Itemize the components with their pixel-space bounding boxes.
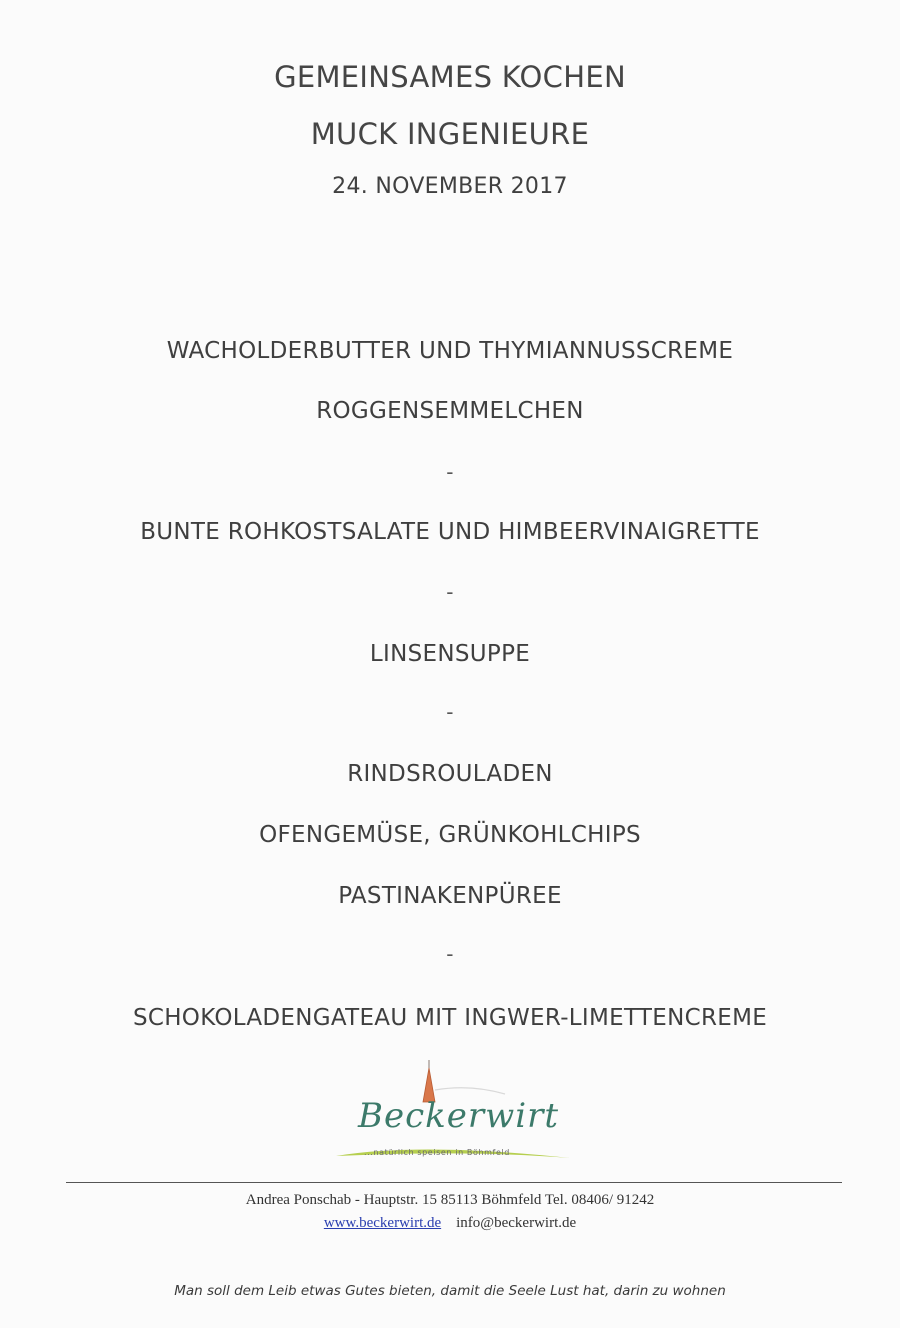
contact-address: Andrea Ponschab - Hauptstr. 15 85113 Böhmfeld Tel. 08406/ 91242 bbox=[245, 1192, 655, 1208]
website-link[interactable]: www.beckerwirt.de bbox=[323, 1215, 442, 1231]
course-dessert: SCHOKOLADENGATEAU MIT INGWER-LIMETTENCREME bbox=[132, 1005, 768, 1031]
course-separator: - bbox=[446, 580, 454, 604]
course-separator: - bbox=[446, 700, 454, 724]
footer-divider bbox=[66, 1182, 842, 1183]
course-soup: LINSENSUPPE bbox=[369, 641, 531, 667]
logo-tagline: ...natürlich speisen in Böhmfeld bbox=[364, 1148, 510, 1157]
event-title: GEMEINSAMES KOCHEN bbox=[274, 60, 626, 94]
email-address: info@beckerwirt.de bbox=[456, 1215, 577, 1231]
course-main-line1: RINDSROULADEN bbox=[347, 761, 553, 787]
contact-links bbox=[0, 1215, 900, 1232]
course-main-line2: OFENGEMÜSE, GRÜNKOHLCHIPS bbox=[259, 822, 641, 848]
footer-motto: Man soll dem Leib etwas Gutes bieten, damit die Seele Lust hat, darin zu wohnen bbox=[174, 1283, 726, 1299]
company-name: MUCK INGENIEURE bbox=[310, 117, 590, 151]
course-starter-line1: WACHOLDERBUTTER UND THYMIANNUSSCREME bbox=[166, 338, 734, 364]
course-main-line3: PASTINAKENPÜREE bbox=[338, 883, 562, 909]
beckerwirt-logo bbox=[330, 1060, 580, 1170]
course-separator: - bbox=[446, 942, 454, 966]
course-starter-line2: ROGGENSEMMELCHEN bbox=[316, 398, 584, 424]
event-date: 24. NOVEMBER 2017 bbox=[332, 174, 568, 199]
course-salad: BUNTE ROHKOSTSALATE UND HIMBEERVINAIGRETTE bbox=[140, 519, 760, 545]
course-separator: - bbox=[446, 460, 454, 484]
logo-wordmark: Beckerwirt bbox=[358, 1096, 560, 1136]
